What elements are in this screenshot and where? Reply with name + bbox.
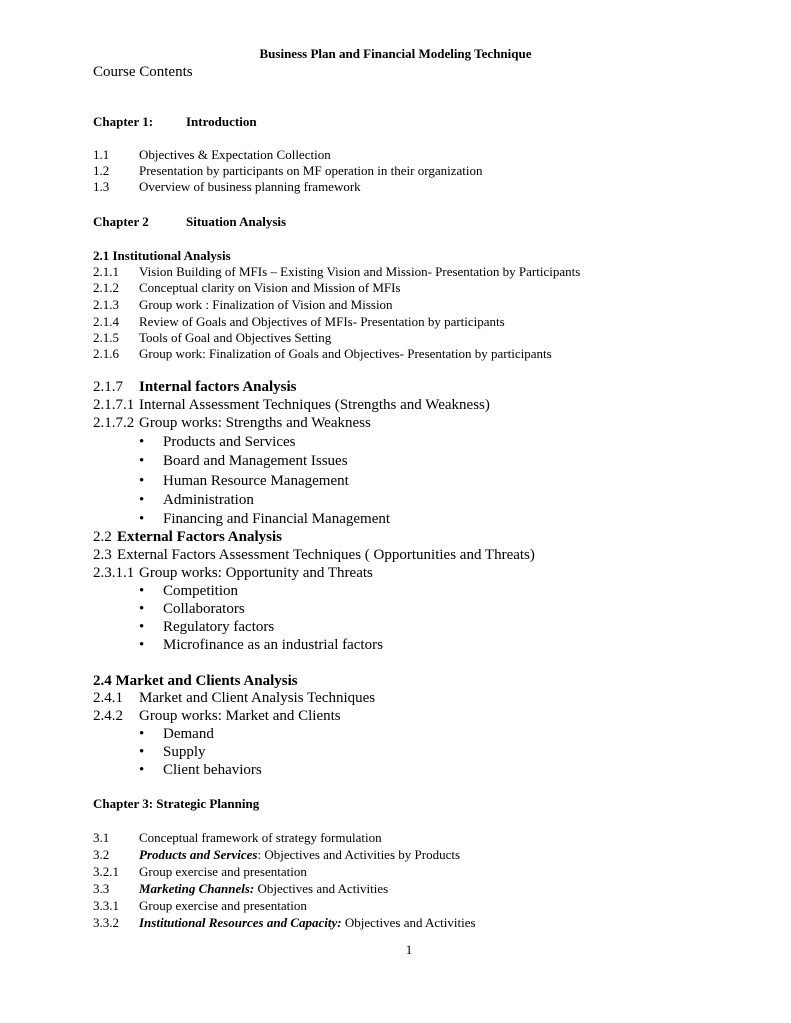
section-heading: Internal factors Analysis <box>139 379 297 395</box>
item-text: Market and Client Analysis Techniques <box>139 690 376 706</box>
item-emphasis: Products and Services <box>139 847 258 862</box>
bullet-text: Demand <box>163 726 214 742</box>
list-item: • Products and Services <box>139 434 296 450</box>
list-item: • Microfinance as an industrial factors <box>139 637 383 653</box>
section-heading: 2.1 Institutional Analysis <box>93 248 231 263</box>
item-number: 2.1.3 <box>93 297 119 312</box>
chapter-1-title: Introduction <box>186 114 257 129</box>
item-number: 2.4.1 <box>93 690 123 706</box>
item-text <box>139 864 307 880</box>
bullet-text: Microfinance as an industrial factors <box>163 637 383 653</box>
item-text: Overview of business planning framework <box>139 179 361 194</box>
item-number: 2.3.1.1 <box>93 565 135 581</box>
item-text: Internal Assessment Techniques (Strengths and Weakness) <box>139 397 490 413</box>
chapter-2-title: Situation Analysis <box>186 214 287 229</box>
item-number: 2.3 <box>93 547 112 563</box>
item-number: 3.1 <box>93 830 110 845</box>
item-number: 3.2.1 <box>93 864 119 879</box>
item-number: 2.1.1 <box>93 264 119 279</box>
item-number: 2.1.6 <box>93 346 119 361</box>
list-item: • Financing and Financial Management <box>139 511 391 527</box>
course-contents-heading: Course Contents <box>93 64 193 80</box>
item-number: 1.2 <box>93 163 110 178</box>
list-item: • Competition <box>139 583 238 599</box>
list-item: • Client behaviors <box>139 762 262 778</box>
item-emphasis: Institutional Resources and Capacity: <box>139 915 342 930</box>
item-text <box>139 847 460 863</box>
list-item: • Demand <box>139 726 214 742</box>
page-number: 1 <box>405 942 413 957</box>
item-text-body: : Objectives and Activities by Products <box>257 847 461 862</box>
item-text: Conceptual clarity on Vision and Mission of MFIs <box>139 280 401 295</box>
item-text-body: Objectives and Activities <box>341 915 476 930</box>
list-item: • Collaborators <box>139 601 245 617</box>
bullet-text: Client behaviors <box>163 762 262 778</box>
item-number: 2.1.7.2 <box>93 415 135 431</box>
section-heading: 2.4 Market and Clients Analysis <box>93 673 298 689</box>
item-text: Review of Goals and Objectives of MFIs- Presentation by participants <box>139 314 505 329</box>
item-text: Objectives & Expectation Collection <box>139 147 331 162</box>
item-text-body: Group exercise and presentation <box>139 864 307 879</box>
item-text: Group work : Finalization of Vision and Mission <box>139 297 393 312</box>
document-title: Business Plan and Financial Modeling Technique <box>259 46 532 61</box>
item-number: 3.3.2 <box>93 915 119 930</box>
item-number: 3.3.1 <box>93 898 119 913</box>
item-text: Group works: Opportunity and Threats <box>139 565 373 581</box>
item-text: Presentation by participants on MF operation in their organization <box>139 163 483 178</box>
bullet-text: Collaborators <box>163 601 245 617</box>
item-number: 2.1.7 <box>93 379 123 395</box>
list-item: • Human Resource Management <box>139 473 349 489</box>
item-number: 2.1.2 <box>93 280 119 295</box>
item-text-body: Objectives and Activities <box>254 881 389 896</box>
bullet-text: Supply <box>163 744 206 760</box>
item-text: Vision Building of MFIs – Existing Vision and Mission- Presentation by Participants <box>139 264 581 279</box>
bullet-text: Products and Services <box>163 434 296 450</box>
item-number: 2.4.2 <box>93 708 123 724</box>
bullet-text: Board and Management Issues <box>163 453 348 469</box>
item-number: 2.1.7.1 <box>93 397 135 413</box>
item-number: 1.3 <box>93 179 110 194</box>
item-number: 2.2 <box>93 529 112 545</box>
chapter-3-title: Chapter 3: Strategic Planning <box>93 796 260 811</box>
item-text <box>139 881 388 897</box>
item-text: Group work: Finalization of Goals and Objectives- Presentation by participants <box>139 346 552 361</box>
item-number: 1.1 <box>93 147 110 162</box>
chapter-1-number: Chapter 1: <box>93 114 154 129</box>
item-text <box>139 830 382 846</box>
item-number: 2.1.4 <box>93 314 119 329</box>
item-number: 2.1.5 <box>93 330 119 345</box>
section-heading: External Factors Analysis <box>117 529 282 545</box>
item-text: Group works: Strengths and Weakness <box>139 415 371 431</box>
bullet-text: Human Resource Management <box>163 473 349 489</box>
item-text: External Factors Assessment Techniques ( Opportunities and Threats) <box>117 547 535 563</box>
item-number: 3.3 <box>93 881 110 896</box>
bullet-text: Regulatory factors <box>163 619 275 635</box>
item-text: Group works: Market and Clients <box>139 708 341 724</box>
list-item: • Board and Management Issues <box>139 453 348 469</box>
list-item: • Regulatory factors <box>139 619 275 635</box>
item-text <box>139 898 307 914</box>
list-item: • Administration <box>139 492 254 508</box>
item-text: Tools of Goal and Objectives Setting <box>139 330 332 345</box>
chapter-2-number: Chapter 2 <box>93 214 149 229</box>
bullet-text: Administration <box>163 492 254 508</box>
bullet-text: Competition <box>163 583 238 599</box>
bullet-text: Financing and Financial Management <box>163 511 391 527</box>
item-text-body: Group exercise and presentation <box>139 898 307 913</box>
list-item: • Supply <box>139 744 206 760</box>
item-text <box>139 915 476 931</box>
item-text-body: Conceptual framework of strategy formulation <box>139 830 382 845</box>
item-number: 3.2 <box>93 847 110 862</box>
item-emphasis: Marketing Channels: <box>139 881 255 896</box>
